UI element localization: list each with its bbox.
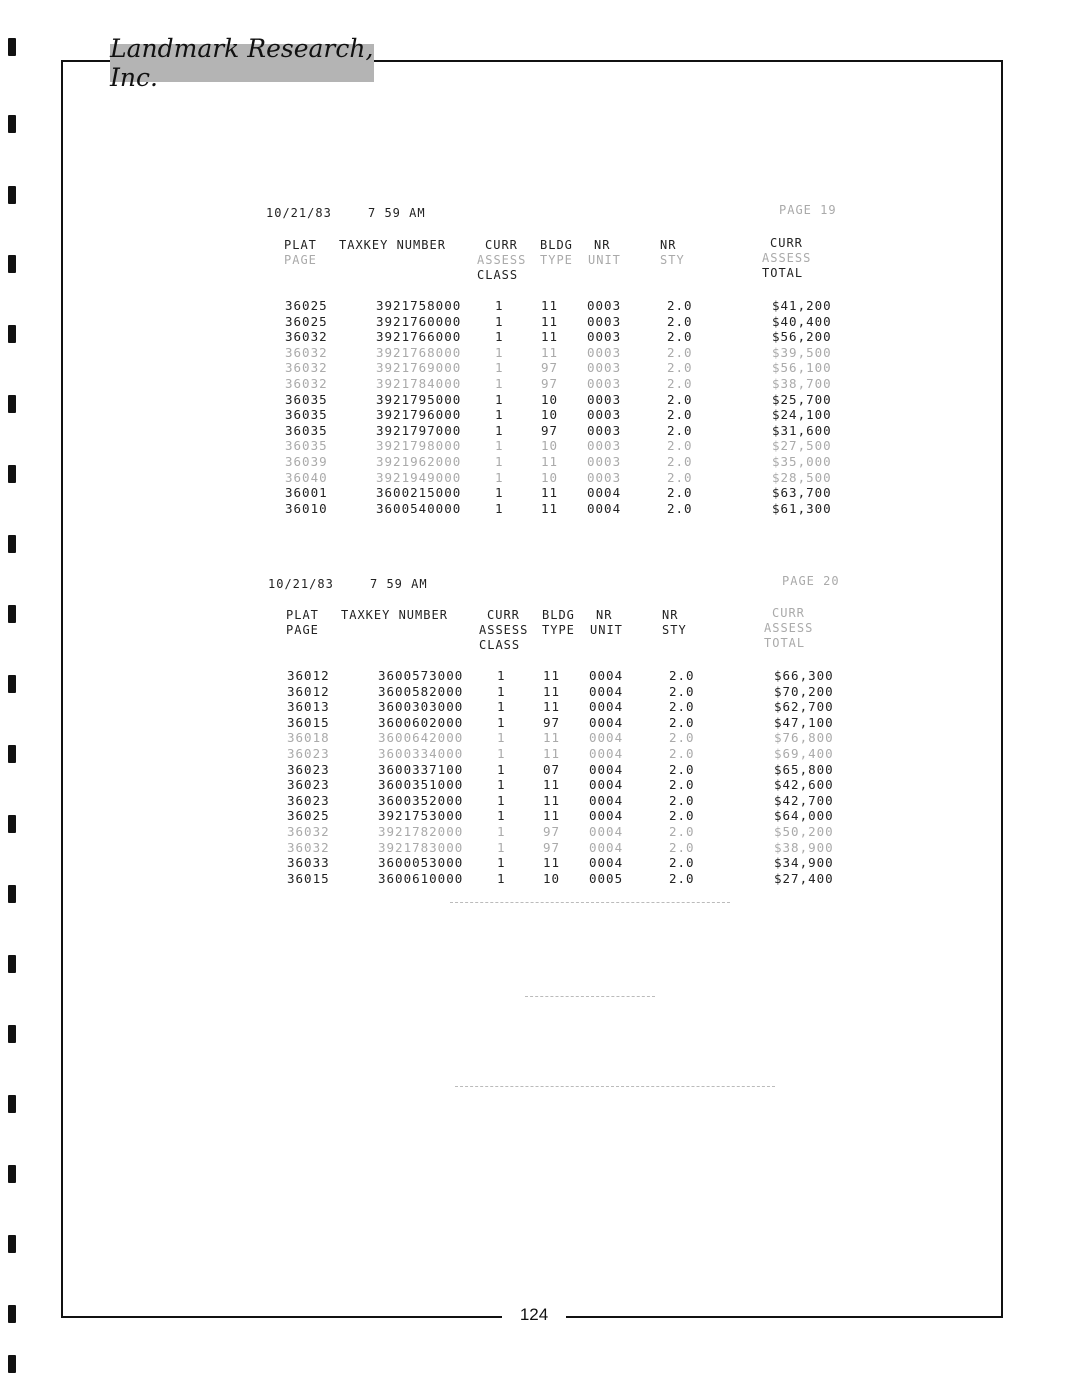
class-cell: 1	[497, 855, 506, 871]
binder-hole	[8, 465, 16, 483]
bldg-cell: 10	[541, 391, 559, 407]
bldg-cell: 10	[541, 407, 559, 423]
column-header-line: STY	[660, 253, 685, 267]
class-cell: 1	[495, 391, 504, 407]
column-header-plat	[286, 608, 319, 638]
taxkey-cell: 3921962000	[376, 454, 462, 469]
taxkey-cell: 3600334000	[378, 746, 464, 761]
plat-cell: 36010	[285, 500, 328, 516]
bldg-cell: 11	[541, 454, 559, 469]
column-header-taxkey	[339, 238, 446, 253]
unit-cell: 0004	[589, 808, 624, 824]
unit-cell: 0004	[587, 500, 622, 516]
taxkey-cell: 3600610000	[378, 870, 464, 886]
total-cell: $42,700	[774, 792, 834, 808]
unit-cell: 0003	[587, 469, 622, 485]
column-header-line: UNIT	[588, 253, 621, 267]
total-cell: $56,100	[772, 360, 832, 376]
bldg-cell: 11	[543, 808, 561, 824]
plat-cell: 36025	[285, 313, 328, 329]
total-cell: $64,000	[774, 808, 834, 824]
binder-hole	[8, 605, 16, 623]
column-header-line: CURR	[772, 606, 805, 620]
bldg-cell: 10	[543, 870, 561, 886]
class-cell: 1	[495, 438, 504, 454]
unit-cell: 0003	[587, 313, 622, 329]
unit-cell: 0004	[587, 485, 622, 501]
column-header-line: PAGE	[286, 623, 319, 637]
column-header-taxkey	[341, 608, 448, 623]
binder-hole	[8, 1235, 16, 1253]
class-cell: 1	[497, 839, 506, 855]
column-header-line: CURR	[487, 608, 520, 622]
total-cell: $39,500	[772, 344, 832, 360]
plat-cell: 36032	[287, 839, 330, 855]
total-cell: $38,700	[772, 376, 832, 391]
column-header-line: TYPE	[540, 253, 573, 267]
unit-cell: 0003	[587, 438, 622, 454]
plat-cell: 36035	[285, 407, 328, 423]
class-cell: 1	[495, 298, 504, 313]
total-cell: $40,400	[772, 313, 832, 329]
plat-cell: 36032	[285, 344, 328, 360]
column-header-sty	[660, 238, 685, 268]
sty-cell: 2.0	[667, 422, 693, 438]
unit-cell: 0004	[589, 792, 624, 808]
binder-hole	[8, 1305, 16, 1323]
bldg-cell: 11	[543, 777, 561, 793]
taxkey-cell: 3600303000	[378, 699, 464, 715]
binder-hole	[8, 955, 16, 973]
column-header-line: TAXKEY NUMBER	[339, 238, 446, 252]
column-header-line: UNIT	[590, 623, 623, 637]
sty-cell: 2.0	[669, 870, 695, 886]
sty-cell: 2.0	[667, 376, 693, 391]
unit-cell: 0004	[589, 730, 624, 746]
bldg-cell: 11	[543, 668, 561, 683]
binder-hole	[8, 1095, 16, 1113]
unit-cell: 0004	[589, 824, 624, 839]
page-frame	[61, 60, 1003, 1318]
column-header-line: CURR	[485, 238, 518, 252]
total-cell: $28,500	[772, 469, 832, 485]
total-cell: $66,300	[774, 668, 834, 683]
class-cell: 1	[495, 360, 504, 376]
column-header-line: NR	[594, 238, 611, 252]
report-date: 10/21/83	[266, 206, 332, 220]
plat-cell: 36023	[287, 746, 330, 761]
bldg-cell: 11	[543, 746, 561, 761]
total-cell: $27,400	[774, 870, 834, 886]
binder-hole	[8, 885, 16, 903]
class-cell: 1	[497, 870, 506, 886]
column-header-line: NR	[662, 608, 679, 622]
company-logo: Landmark Research, Inc.	[110, 34, 374, 92]
class-cell: 1	[495, 344, 504, 360]
total-cell: $70,200	[774, 683, 834, 699]
bldg-cell: 07	[543, 761, 561, 777]
binder-hole	[8, 1165, 16, 1183]
sty-cell: 2.0	[667, 407, 693, 423]
class-cell: 1	[497, 699, 506, 715]
column-header-plat	[284, 238, 317, 268]
column-header-line: NR	[660, 238, 677, 252]
binder-hole	[8, 186, 16, 204]
plat-cell: 36032	[285, 329, 328, 345]
bldg-cell: 11	[541, 313, 559, 329]
unit-cell: 0003	[587, 422, 622, 438]
plat-cell: 36013	[287, 699, 330, 715]
binder-hole	[8, 38, 16, 56]
report-page-label: PAGE 19	[779, 203, 837, 217]
total-cell: $65,800	[774, 761, 834, 777]
plat-cell: 36025	[287, 808, 330, 824]
taxkey-cell: 3600215000	[376, 485, 462, 501]
bldg-cell: 11	[543, 730, 561, 746]
class-cell: 1	[497, 683, 506, 699]
taxkey-cell: 3921949000	[376, 469, 462, 485]
unit-cell: 0003	[587, 329, 622, 345]
bldg-cell: 97	[541, 376, 559, 391]
taxkey-cell: 3600540000	[376, 500, 462, 516]
total-cell: $24,100	[772, 407, 832, 423]
taxkey-cell: 3600573000	[378, 668, 464, 683]
plat-cell: 36032	[287, 824, 330, 839]
sty-cell: 2.0	[669, 699, 695, 715]
taxkey-cell: 3600337100	[378, 761, 464, 777]
total-cell: $38,900	[774, 839, 834, 855]
sty-cell: 2.0	[667, 469, 693, 485]
unit-cell: 0003	[587, 407, 622, 423]
unit-cell: 0003	[587, 454, 622, 469]
total-cell: $35,000	[772, 454, 832, 469]
taxkey-cell: 3600642000	[378, 730, 464, 746]
class-cell: 1	[495, 422, 504, 438]
class-cell: 1	[497, 746, 506, 761]
bldg-cell: 10	[541, 438, 559, 454]
class-cell: 1	[497, 668, 506, 683]
bldg-cell: 97	[543, 714, 561, 730]
column-header-sty	[662, 608, 687, 638]
sty-cell: 2.0	[667, 313, 693, 329]
scan-rule	[525, 996, 655, 997]
report-time: 7 59 AM	[370, 577, 428, 591]
total-cell: $31,600	[772, 422, 832, 438]
taxkey-cell: 3921768000	[376, 344, 462, 360]
binder-hole	[8, 1025, 16, 1043]
page-number: 124	[502, 1300, 566, 1330]
binder-hole	[8, 325, 16, 343]
report-page-label: PAGE 20	[782, 574, 840, 588]
sty-cell: 2.0	[669, 761, 695, 777]
sty-cell: 2.0	[667, 360, 693, 376]
unit-cell: 0005	[589, 870, 624, 886]
plat-cell: 36018	[287, 730, 330, 746]
taxkey-cell: 3921796000	[376, 407, 462, 423]
taxkey-cell: 3600351000	[378, 777, 464, 793]
taxkey-cell: 3600602000	[378, 714, 464, 730]
plat-cell: 36012	[287, 668, 330, 683]
taxkey-cell: 3921769000	[376, 360, 462, 376]
class-cell: 1	[497, 761, 506, 777]
sty-cell: 2.0	[669, 792, 695, 808]
plat-cell: 36012	[287, 683, 330, 699]
taxkey-cell: 3921766000	[376, 329, 462, 345]
plat-cell: 36001	[285, 485, 328, 501]
total-cell: $25,700	[772, 391, 832, 407]
total-cell: $62,700	[774, 699, 834, 715]
column-header-line: TOTAL	[762, 266, 804, 280]
class-cell: 1	[495, 407, 504, 423]
binder-hole	[8, 395, 16, 413]
sty-cell: 2.0	[667, 391, 693, 407]
unit-cell: 0004	[589, 746, 624, 761]
taxkey-cell: 3921784000	[376, 376, 462, 391]
unit-cell: 0004	[589, 777, 624, 793]
total-cell: $42,600	[774, 777, 834, 793]
plat-cell: 36035	[285, 438, 328, 454]
taxkey-cell: 3600352000	[378, 792, 464, 808]
total-cell: $50,200	[774, 824, 834, 839]
unit-cell: 0004	[589, 714, 624, 730]
plat-cell: 36015	[287, 714, 330, 730]
unit-cell: 0003	[587, 298, 622, 313]
sty-cell: 2.0	[669, 714, 695, 730]
plat-cell: 36023	[287, 792, 330, 808]
bldg-cell: 11	[541, 298, 559, 313]
taxkey-cell: 3921760000	[376, 313, 462, 329]
taxkey-cell: 3921782000	[378, 824, 464, 839]
sty-cell: 2.0	[667, 500, 693, 516]
bldg-cell: 97	[541, 422, 559, 438]
column-header-unit	[590, 608, 623, 638]
unit-cell: 0004	[589, 839, 624, 855]
bldg-cell: 11	[541, 329, 559, 345]
total-cell: $47,100	[774, 714, 834, 730]
bldg-cell: 11	[541, 500, 559, 516]
plat-cell: 36032	[285, 360, 328, 376]
class-cell: 1	[495, 376, 504, 391]
unit-cell: 0004	[589, 683, 624, 699]
plat-cell: 36035	[285, 422, 328, 438]
class-cell: 1	[495, 485, 504, 501]
class-cell: 1	[497, 777, 506, 793]
plat-cell: 36023	[287, 761, 330, 777]
taxkey-cell: 3921758000	[376, 298, 462, 313]
column-header-line: ASSESS	[764, 621, 814, 635]
column-header-line: BLDG	[542, 608, 575, 622]
sty-cell: 2.0	[669, 683, 695, 699]
sty-cell: 2.0	[669, 746, 695, 761]
column-header-line: PAGE	[284, 253, 317, 267]
binder-hole	[8, 535, 16, 553]
plat-cell: 36035	[285, 391, 328, 407]
binder-hole	[8, 255, 16, 273]
bldg-cell: 11	[541, 344, 559, 360]
total-cell: $63,700	[772, 485, 832, 501]
total-cell: $27,500	[772, 438, 832, 454]
total-cell: $41,200	[772, 298, 832, 313]
sty-cell: 2.0	[669, 839, 695, 855]
class-cell: 1	[497, 792, 506, 808]
plat-cell: 36025	[285, 298, 328, 313]
unit-cell: 0003	[587, 391, 622, 407]
report-time: 7 59 AM	[368, 206, 426, 220]
total-cell: $34,900	[774, 855, 834, 871]
column-header-total	[764, 606, 813, 651]
class-cell: 1	[497, 824, 506, 839]
class-cell: 1	[495, 329, 504, 345]
sty-cell: 2.0	[669, 777, 695, 793]
class-cell: 1	[497, 730, 506, 746]
class-cell: 1	[495, 454, 504, 469]
column-header-line: PLAT	[286, 608, 319, 622]
column-header-line: CLASS	[479, 638, 521, 652]
plat-cell: 36033	[287, 855, 330, 871]
unit-cell: 0004	[589, 699, 624, 715]
unit-cell: 0004	[589, 761, 624, 777]
column-header-line: STY	[662, 623, 687, 637]
bldg-cell: 97	[541, 360, 559, 376]
column-header-total	[762, 236, 811, 281]
class-cell: 1	[495, 500, 504, 516]
taxkey-cell: 3921797000	[376, 422, 462, 438]
column-header-bldg	[540, 238, 573, 268]
taxkey-cell: 3921783000	[378, 839, 464, 855]
column-header-bldg	[542, 608, 575, 638]
class-cell: 1	[497, 808, 506, 824]
taxkey-cell: 3921753000	[378, 808, 464, 824]
column-header-line: BLDG	[540, 238, 573, 252]
scan-rule	[450, 902, 730, 903]
bldg-cell: 11	[541, 485, 559, 501]
class-cell: 1	[495, 469, 504, 485]
column-header-class	[477, 238, 526, 283]
bldg-cell: 11	[543, 699, 561, 715]
binder-hole	[8, 675, 16, 693]
unit-cell: 0003	[587, 376, 622, 391]
sty-cell: 2.0	[669, 808, 695, 824]
total-cell: $56,200	[772, 329, 832, 345]
sty-cell: 2.0	[669, 824, 695, 839]
plat-cell: 36039	[285, 454, 328, 469]
bldg-cell: 97	[543, 824, 561, 839]
taxkey-cell: 3921798000	[376, 438, 462, 454]
plat-cell: 36015	[287, 870, 330, 886]
unit-cell: 0003	[587, 344, 622, 360]
bldg-cell: 11	[543, 792, 561, 808]
sty-cell: 2.0	[667, 485, 693, 501]
column-header-line: TAXKEY NUMBER	[341, 608, 448, 622]
taxkey-cell: 3600582000	[378, 683, 464, 699]
column-header-line: TYPE	[542, 623, 575, 637]
taxkey-cell: 3921795000	[376, 391, 462, 407]
sty-cell: 2.0	[669, 730, 695, 746]
bldg-cell: 97	[543, 839, 561, 855]
class-cell: 1	[495, 313, 504, 329]
column-header-line: CURR	[770, 236, 803, 250]
column-header-line: ASSESS	[762, 251, 812, 265]
total-cell: $76,800	[774, 730, 834, 746]
sty-cell: 2.0	[669, 668, 695, 683]
sty-cell: 2.0	[667, 344, 693, 360]
binder-hole	[8, 115, 16, 133]
sty-cell: 2.0	[667, 454, 693, 469]
binder-hole	[8, 1355, 16, 1373]
bldg-cell: 11	[543, 683, 561, 699]
report-date: 10/21/83	[268, 577, 334, 591]
sty-cell: 2.0	[669, 855, 695, 871]
sty-cell: 2.0	[667, 438, 693, 454]
binder-hole	[8, 815, 16, 833]
column-header-unit	[588, 238, 621, 268]
taxkey-cell: 3600053000	[378, 855, 464, 871]
total-cell: $69,400	[774, 746, 834, 761]
unit-cell: 0004	[589, 668, 624, 683]
binder-hole	[8, 745, 16, 763]
bldg-cell: 10	[541, 469, 559, 485]
plat-cell: 36032	[285, 376, 328, 391]
column-header-line: NR	[596, 608, 613, 622]
column-header-line: ASSESS	[479, 623, 529, 637]
plat-cell: 36040	[285, 469, 328, 485]
plat-cell: 36023	[287, 777, 330, 793]
sty-cell: 2.0	[667, 298, 693, 313]
column-header-line: TOTAL	[764, 636, 806, 650]
column-header-class	[479, 608, 528, 653]
class-cell: 1	[497, 714, 506, 730]
total-cell: $61,300	[772, 500, 832, 516]
column-header-line: CLASS	[477, 268, 519, 282]
unit-cell: 0003	[587, 360, 622, 376]
sty-cell: 2.0	[667, 329, 693, 345]
scan-rule	[455, 1086, 775, 1087]
column-header-line: PLAT	[284, 238, 317, 252]
bldg-cell: 11	[543, 855, 561, 871]
unit-cell: 0004	[589, 855, 624, 871]
column-header-line: ASSESS	[477, 253, 527, 267]
